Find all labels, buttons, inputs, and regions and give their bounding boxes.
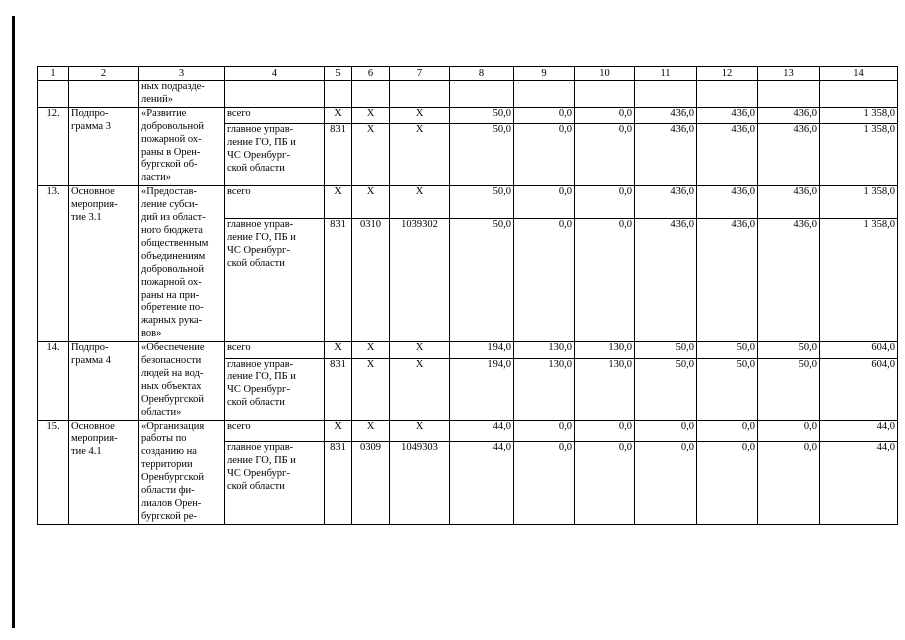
value-2018: 50,0 xyxy=(697,358,758,420)
value-2017: 0,0 xyxy=(635,420,697,442)
column-header: 12 xyxy=(697,67,758,81)
row-number: 12. xyxy=(38,107,69,185)
table-row xyxy=(38,420,898,442)
column-header: 4 xyxy=(225,67,325,81)
value-2016: 0,0 xyxy=(575,124,635,186)
code-grbs: 831 xyxy=(325,442,352,524)
value-2017: 436,0 xyxy=(635,218,697,341)
value-2014: 50,0 xyxy=(450,218,514,341)
column-header: 9 xyxy=(514,67,575,81)
code-csr: X xyxy=(390,358,450,420)
value-total: 1 358,0 xyxy=(820,186,898,219)
value-2018: 436,0 xyxy=(697,124,758,186)
code-grbs: 831 xyxy=(325,218,352,341)
executor: главное управ- ление ГО, ПБ и ЧС Оренбург- ской области xyxy=(225,124,325,186)
column-header: 10 xyxy=(575,67,635,81)
code-grbs: X xyxy=(325,420,352,442)
empty-cell xyxy=(697,81,758,108)
value-2017: 50,0 xyxy=(635,342,697,358)
value-2019: 50,0 xyxy=(758,358,820,420)
value-2015: 130,0 xyxy=(514,358,575,420)
continuation-row xyxy=(38,81,898,108)
value-total: 44,0 xyxy=(820,420,898,442)
column-header: 7 xyxy=(390,67,450,81)
value-2017: 0,0 xyxy=(635,442,697,524)
code-rzpr: X xyxy=(352,358,390,420)
code-grbs: 831 xyxy=(325,124,352,186)
continuation-text: ных подразде- лений» xyxy=(139,81,225,108)
code-csr: 1049303 xyxy=(390,442,450,524)
executor: главное управ- ление ГО, ПБ и ЧС Оренбург- ской области xyxy=(225,358,325,420)
code-rzpr: X xyxy=(352,420,390,442)
value-2019: 436,0 xyxy=(758,124,820,186)
value-2015: 0,0 xyxy=(514,107,575,123)
empty-cell xyxy=(820,81,898,108)
value-2016: 0,0 xyxy=(575,186,635,219)
value-2019: 0,0 xyxy=(758,442,820,524)
value-2019: 436,0 xyxy=(758,218,820,341)
code-grbs: 831 xyxy=(325,358,352,420)
row-number: 13. xyxy=(38,186,69,342)
value-2016: 0,0 xyxy=(575,442,635,524)
value-2017: 436,0 xyxy=(635,107,697,123)
code-rzpr: 0309 xyxy=(352,442,390,524)
executor: всего xyxy=(225,186,325,219)
value-2017: 50,0 xyxy=(635,358,697,420)
value-2018: 436,0 xyxy=(697,107,758,123)
row-number: 15. xyxy=(38,420,69,524)
executor: всего xyxy=(225,342,325,358)
value-2014: 50,0 xyxy=(450,186,514,219)
program-type: Основное мероприя- тие 3.1 xyxy=(69,186,139,342)
empty-cell xyxy=(390,81,450,108)
value-2018: 436,0 xyxy=(697,186,758,219)
code-rzpr: X xyxy=(352,342,390,358)
value-2018: 436,0 xyxy=(697,218,758,341)
empty-cell xyxy=(69,81,139,108)
binding-edge-bar xyxy=(12,16,15,628)
column-header: 11 xyxy=(635,67,697,81)
empty-cell xyxy=(514,81,575,108)
value-2015: 0,0 xyxy=(514,186,575,219)
code-csr: X xyxy=(390,186,450,219)
value-2018: 50,0 xyxy=(697,342,758,358)
empty-cell xyxy=(450,81,514,108)
column-header: 6 xyxy=(352,67,390,81)
value-2014: 50,0 xyxy=(450,124,514,186)
code-csr: X xyxy=(390,342,450,358)
empty-cell xyxy=(575,81,635,108)
code-csr: 1039302 xyxy=(390,218,450,341)
program-type: Подпро- грамма 3 xyxy=(69,107,139,185)
header-row xyxy=(38,67,898,81)
empty-cell xyxy=(758,81,820,108)
empty-cell xyxy=(635,81,697,108)
value-2019: 0,0 xyxy=(758,420,820,442)
value-2015: 0,0 xyxy=(514,218,575,341)
value-2016: 0,0 xyxy=(575,107,635,123)
value-total: 604,0 xyxy=(820,342,898,358)
value-2018: 0,0 xyxy=(697,420,758,442)
code-grbs: X xyxy=(325,342,352,358)
program-type: Основное мероприя- тие 4.1 xyxy=(69,420,139,524)
empty-cell xyxy=(38,81,69,108)
executor: всего xyxy=(225,420,325,442)
empty-cell xyxy=(225,81,325,108)
code-csr: X xyxy=(390,124,450,186)
executor: всего xyxy=(225,107,325,123)
value-2014: 50,0 xyxy=(450,107,514,123)
value-2015: 0,0 xyxy=(514,442,575,524)
value-2015: 0,0 xyxy=(514,420,575,442)
code-rzpr: X xyxy=(352,107,390,123)
value-total: 1 358,0 xyxy=(820,124,898,186)
value-2016: 130,0 xyxy=(575,358,635,420)
value-2019: 436,0 xyxy=(758,107,820,123)
table-row xyxy=(38,186,898,219)
value-2014: 194,0 xyxy=(450,342,514,358)
column-header: 14 xyxy=(820,67,898,81)
program-name: «Обеспечение безопасности людей на вод- ных объектах Оренбургской области» xyxy=(139,342,225,420)
table-row xyxy=(38,342,898,358)
value-2016: 0,0 xyxy=(575,218,635,341)
value-2014: 44,0 xyxy=(450,442,514,524)
code-grbs: X xyxy=(325,107,352,123)
value-total: 44,0 xyxy=(820,442,898,524)
value-2016: 0,0 xyxy=(575,420,635,442)
value-2016: 130,0 xyxy=(575,342,635,358)
empty-cell xyxy=(325,81,352,108)
value-2019: 436,0 xyxy=(758,186,820,219)
table-row xyxy=(38,107,898,123)
code-grbs: X xyxy=(325,186,352,219)
value-2018: 0,0 xyxy=(697,442,758,524)
column-header: 5 xyxy=(325,67,352,81)
value-2017: 436,0 xyxy=(635,124,697,186)
column-header: 3 xyxy=(139,67,225,81)
value-2019: 50,0 xyxy=(758,342,820,358)
column-header: 2 xyxy=(69,67,139,81)
value-total: 1 358,0 xyxy=(820,107,898,123)
program-name: «Организация работы по созданию на территории Оренбургской области фи- лиалов Орен- бургской ре- xyxy=(139,420,225,524)
empty-cell xyxy=(352,81,390,108)
value-2015: 130,0 xyxy=(514,342,575,358)
value-2014: 194,0 xyxy=(450,358,514,420)
code-csr: X xyxy=(390,420,450,442)
budget-table xyxy=(37,66,898,525)
program-name: «Предостав- ление субси- дий из област- ного бюджета общественным объединениям добровольной пожарной ох- раны на при- обретение по- жарных рука- вов» xyxy=(139,186,225,342)
code-rzpr: 0310 xyxy=(352,218,390,341)
value-2017: 436,0 xyxy=(635,186,697,219)
program-name: «Развитие добровольной пожарной ох- раны в Орен- бургской об- ласти» xyxy=(139,107,225,185)
column-header: 1 xyxy=(38,67,69,81)
code-csr: X xyxy=(390,107,450,123)
value-2014: 44,0 xyxy=(450,420,514,442)
value-2015: 0,0 xyxy=(514,124,575,186)
code-rzpr: X xyxy=(352,186,390,219)
column-header: 13 xyxy=(758,67,820,81)
code-rzpr: X xyxy=(352,124,390,186)
value-total: 604,0 xyxy=(820,358,898,420)
program-type: Подпро- грамма 4 xyxy=(69,342,139,420)
table-body xyxy=(38,67,898,525)
executor: главное управ- ление ГО, ПБ и ЧС Оренбург- ской области xyxy=(225,442,325,524)
value-total: 1 358,0 xyxy=(820,218,898,341)
row-number: 14. xyxy=(38,342,69,420)
column-header: 8 xyxy=(450,67,514,81)
executor: главное управ- ление ГО, ПБ и ЧС Оренбург- ской области xyxy=(225,218,325,341)
